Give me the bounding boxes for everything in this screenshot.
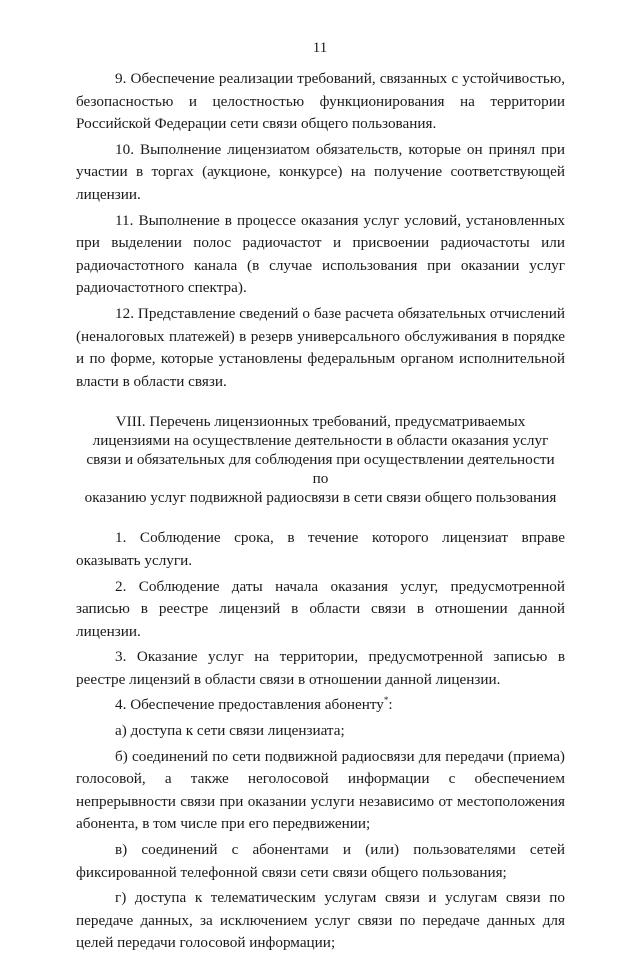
paragraph-10: 10. Выполнение лицензиатом обязательств, которые он принял при участии в торгах (аукционе, конкурсе) на получение соответствующей лицензии. [76,140,565,203]
footnote-marker: * [383,695,389,706]
section-heading-line: лицензиями на осуществление деятельности в области оказания услуг [92,432,549,450]
sub-item-v: в) соединений с абонентами и (или) пользователями сетей фиксированной телефонной связи сети связи общего пользования; [76,841,565,881]
page-number: 11 [312,40,328,56]
requirement-1: 1. Соблюдение срока, в течение которого лицензиат вправе оказывать услуги. [76,529,565,569]
document-body [76,68,565,958]
sub-item-a: а) доступа к сети связи лицензиата; [115,722,345,740]
section-heading-line: связи и обязательных для соблюдения при осуществлении деятельности по [86,451,555,488]
requirement-4 [76,694,565,717]
requirement-4-text: 4. Обеспечение предоставления абоненту [115,696,384,714]
section-heading-line: оказанию услуг подвижной радиосвязи в сети связи общего пользования [84,489,557,507]
requirement-3: 3. Оказание услуг на территории, предусмотренной записью в реестре лицензий в области связи в отношении данной лицензии. [76,648,565,688]
paragraph-11: 11. Выполнение в процессе оказания услуг условий, установленных при выделении полос радиочастот и присвоении радиочастоты или радиочастотного канала (в случае использования при оказании услуг радиочастотного спектра). [76,211,565,297]
section-heading-line: VIII. Перечень лицензионных требований, предусматриваемых [115,413,526,431]
section-heading [76,412,565,507]
paragraph-12: 12. Представление сведений о базе расчета обязательных отчислений (неналоговых платежей) в резерв универсального обслуживания в порядке и по форме, которые установлены федеральным органом исполнительной власти в области связи. [76,304,565,390]
sub-item-b: б) соединений по сети подвижной радиосвязи для передачи (приема) голосовой, а также неголосовой информации с обеспечением непрерывности связи при оказании услуги независимо от местоположения абонента, в том числе при его передвижении; [76,747,565,833]
paragraph-9: 9. Обеспечение реализации требований, связанных с устойчивостью, безопасностью и целостностью функционирования на территории Российской Федерации сети связи общего пользования. [76,70,565,133]
requirement-2: 2. Соблюдение даты начала оказания услуг, предусмотренной записью в реестре лицензий в области связи в отношении данной лицензии. [76,577,565,640]
requirement-4-colon: : [388,696,393,714]
sub-item-g: г) доступа к телематическим услугам связи и услугам связи по передаче данных, за исключением услуг связи по передаче данных для целей передачи голосовой информации; [76,889,565,952]
